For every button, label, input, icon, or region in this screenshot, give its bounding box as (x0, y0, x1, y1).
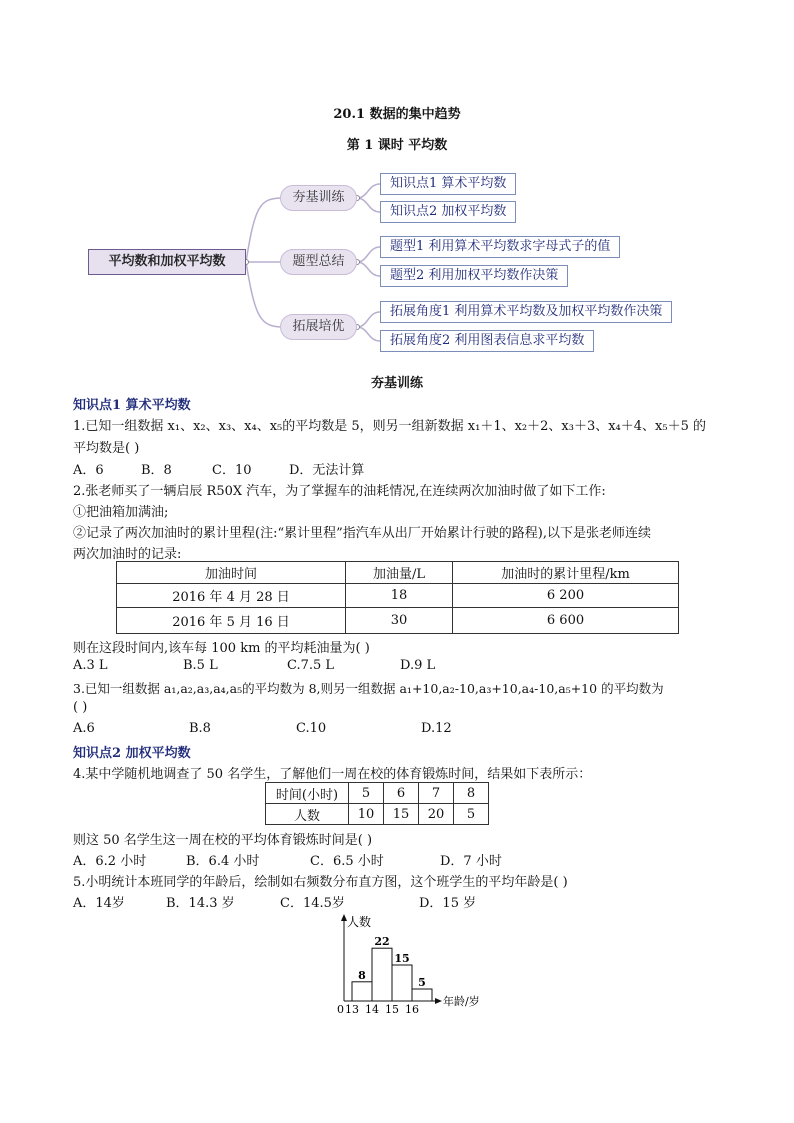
q2-option-d: D.9 L (400, 658, 436, 673)
mindmap-root: 平均数和加权平均数 (88, 249, 246, 275)
x-tick-label: 16 (405, 1003, 419, 1016)
table-cell: 8 (454, 783, 489, 804)
table-cell: 5 (454, 804, 489, 825)
y-axis-label: 人数 (347, 915, 372, 929)
q2-text: 2.张老师买了一辆启辰 R50X 汽车，为了掌握车的油耗情况,在连续两次加油时做了如下工作: (73, 484, 606, 499)
table-cell: 7 (419, 783, 454, 804)
table-cell: 时间(小时) (266, 783, 349, 804)
q2-option-a: A.3 L (73, 658, 108, 673)
mindmap-leaf: 知识点1 算术平均数 (380, 173, 516, 195)
mindmap-leaf: 题型1 利用算术平均数求字母式子的值 (380, 236, 620, 258)
q2-text: ②记录了两次加油时的累计里程(注:“累计里程”指汽车从出厂开始累计行驶的路程),以下是张老师连续 (73, 526, 651, 541)
q5-option-a: A．14岁 (73, 896, 125, 911)
knowledge-point-2: 知识点2 加权平均数 (73, 746, 191, 761)
knowledge-point-1: 知识点1 算术平均数 (73, 398, 191, 413)
q1-option-d: D．无法计算 (289, 463, 365, 478)
q3-text: ( ) (73, 700, 88, 715)
mindmap-leaf: 题型2 利用加权平均数作决策 (380, 265, 568, 287)
table-cell: 20 (419, 804, 454, 825)
x-tick-label: 13 (345, 1003, 359, 1016)
q2-option-c: C.7.5 L (287, 658, 335, 673)
mindmap-branch-basic: 夯基训练 (280, 185, 357, 211)
q3-option-c: C.10 (296, 721, 327, 736)
table-cell: 30 (346, 608, 453, 634)
x-tick-label: 14 (365, 1003, 379, 1016)
bar-value-label: 5 (418, 976, 426, 989)
q2-option-b: B.5 L (183, 658, 218, 673)
q4-text: 则这 50 名学生这一周在校的平均体育锻炼时间是( ) (73, 833, 373, 848)
q4-option-d: D．7 小时 (440, 854, 502, 869)
table-cell: 10 (349, 804, 384, 825)
mindmap-branch-extend: 拓展培优 (280, 314, 357, 340)
q2-text: 两次加油时的记录: (73, 547, 182, 562)
mindmap-leaf: 知识点2 加权平均数 (380, 201, 516, 223)
table-cell: 6 600 (453, 608, 679, 634)
table-cell: 5 (349, 783, 384, 804)
q2-text: 则在这段时间内,该车每 100 km 的平均耗油量为( ) (73, 641, 370, 656)
table-header: 加油时的累计里程/km (453, 562, 679, 584)
mindmap-branch-summary: 题型总结 (280, 249, 357, 275)
table-header: 加油量/L (346, 562, 453, 584)
q4-exercise-table (265, 782, 489, 825)
q3-option-b: B.8 (189, 721, 211, 736)
table-cell: 2016 年 5 月 16 日 (117, 608, 346, 634)
q4-option-a: A．6.2 小时 (73, 854, 147, 869)
section-heading: 夯基训练 (370, 376, 423, 391)
table-cell: 人数 (266, 804, 349, 825)
table-cell: 6 200 (453, 584, 679, 608)
x-axis-label: 年龄/岁 (443, 995, 480, 1008)
table-cell: 2016 年 4 月 28 日 (117, 584, 346, 608)
q5-option-c: C．14.5岁 (280, 896, 345, 911)
q1-text: 1.已知一组数据 x₁、x₂、x₃、x₄、x₅的平均数是 5，则另一组新数据 x₁＋1、x₂＋2、x₃＋3、x₄＋4、x₅＋5 的 (73, 419, 706, 434)
mindmap-leaf: 拓展角度1 利用算术平均数及加权平均数作决策 (380, 301, 672, 323)
histogram-bar (352, 982, 372, 1001)
q2-text: ①把油箱加满油; (73, 505, 169, 520)
q1-text: 平均数是( ) (73, 441, 140, 456)
origin-label: 0 (337, 1003, 344, 1016)
bar-value-label: 15 (394, 952, 410, 965)
q2-fuel-table (116, 561, 679, 634)
table-cell: 6 (384, 783, 419, 804)
q4-option-c: C．6.5 小时 (310, 854, 384, 869)
table-header: 加油时间 (117, 562, 346, 584)
q5-text: 5.小明统计本班同学的年龄后，绘制如右频数分布直方图，这个班学生的平均年龄是( ) (73, 875, 568, 890)
table-cell: 15 (384, 804, 419, 825)
q4-option-b: B．6.4 小时 (186, 854, 260, 869)
table-cell: 18 (346, 584, 453, 608)
q1-option-b: B．8 (141, 463, 172, 478)
q3-option-a: A.6 (73, 721, 95, 736)
age-histogram (334, 912, 494, 1017)
page-title: 20.1 数据的集中趋势 (333, 107, 461, 122)
x-axis-arrow (435, 998, 442, 1004)
histogram-bar (392, 965, 412, 1001)
histogram-bar (372, 948, 392, 1001)
histogram-bar (412, 989, 432, 1001)
page-subtitle: 第 1 课时 平均数 (346, 138, 448, 153)
q1-option-c: C．10 (212, 463, 252, 478)
q3-text: 3.已知一组数据 a₁,a₂,a₃,a₄,a₅的平均数为 8,则另一组数据 a₁+10,a₂-10,a₃+10,a₄-10,a₅+10 的平均数为 (73, 681, 664, 696)
bar-value-label: 8 (358, 968, 366, 982)
q3-option-d: D.12 (421, 721, 452, 736)
x-tick-label: 15 (385, 1003, 399, 1016)
q5-option-d: D．15 岁 (419, 896, 477, 911)
bar-value-label: 22 (374, 935, 390, 949)
q1-option-a: A．6 (73, 463, 104, 478)
q5-option-b: B．14.3 岁 (166, 896, 235, 911)
q4-text: 4.某中学随机地调查了 50 名学生，了解他们一周在校的体育锻炼时间，结果如下表所示： (73, 767, 592, 782)
mindmap-leaf: 拓展角度2 利用图表信息求平均数 (380, 330, 594, 352)
